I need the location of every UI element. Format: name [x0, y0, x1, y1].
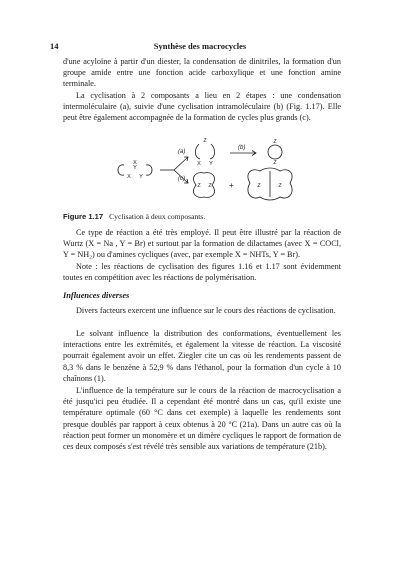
- paragraph-5: Divers facteurs exercent une influence sur le cours des réactions de cyclisation.: [76, 306, 336, 315]
- ring-z-2: Z: [278, 183, 282, 189]
- reactant-x-2: X: [127, 174, 131, 180]
- running-header: Synthèse des macrocycles: [153, 41, 247, 51]
- paragraph-6: Le solvant influence la distribution des conformations, éventuellement les interactions entre les extrémités, et également la vitesse de réaction. La viscosité pourrait également avoir un effet. Ziegler cite un cas où les rendements passent de 8,3 % dans le benzène à 52,9 % dans l'éthanol, pour la formation d'un cycle à 10 chaînons (1).: [63, 329, 341, 383]
- plus-sign: +: [229, 181, 234, 190]
- ring-z-1: Z: [257, 183, 261, 189]
- paragraph-2: La cyclisation à 2 composants a lieu en 2 étapes : une condensation intermoléculaire (a), suivie d'une cyclisation intramoléculaire (b) (Fig. 1.17). Elle peut être également accompagnée de la formation de cycles plus grands (c).: [63, 91, 341, 123]
- paragraph-3: Ce type de réaction a été très employé. Il peut être illustré par la réaction de Wurtz (X = Na , Y = Br) et surtout par la formation de dilactames (avec X = COCl, Y = NH₂) ou d'amines cycliques (avec, par exemple X = NHTs, Y = Br).: [63, 228, 341, 260]
- step-b-label: (b): [238, 145, 246, 151]
- dimer-z-right: Z: [208, 183, 212, 189]
- reactant-y: Y: [139, 174, 143, 180]
- paragraph-7: L'influence de la température sur le cours de la réaction de macrocyclisation a été jusqu'ici peu étudiée. Il a cependant été montré dans un cas, qu'il existe une température optimale (60 °C dans cet exemple) à laquelle les rendements sont presque doublés par rapport à ceux obtenus à 20 °C (21a). Dans un autre cas où la réaction peut former un monomère et un dimère cycliques le rapport de formation de ces deux composés s'est révélé très sensible aux variations de température (21b).: [63, 386, 341, 452]
- reactant-y-top: Y: [133, 165, 137, 171]
- section-heading: Influences diverses: [63, 291, 130, 300]
- page-number: 14: [50, 41, 59, 51]
- chain-x: X: [197, 161, 201, 167]
- figure-caption-text: Cyclisation à deux composants.: [109, 212, 206, 221]
- chain-z: Z: [203, 138, 207, 144]
- figure-label: Figure 1.17: [63, 212, 104, 221]
- dimer-z-left: Z: [197, 183, 201, 189]
- step-c-label: (c): [178, 176, 185, 182]
- ring-z-bottom: Z: [273, 160, 277, 166]
- figure-caption: [63, 212, 205, 221]
- reactant-x: X: [133, 160, 137, 166]
- chain-y: Y: [209, 161, 213, 167]
- step-a-label: (a): [178, 149, 186, 155]
- paragraph-4: Note : les réactions de cyclisation des figures 1.16 et 1.17 sont évidemment toutes en compétition avec les réactions de polymérisation.: [63, 262, 341, 283]
- ring-z-top: Z: [273, 139, 277, 145]
- paragraph-1: d'une acyloïne à partir d'un diester, la condensation de dinitriles, la formation d'un groupe amide entre une fonction acide carboxylique et une fonction amine terminale.: [63, 57, 341, 89]
- figure-1-17-diagram: [110, 133, 310, 209]
